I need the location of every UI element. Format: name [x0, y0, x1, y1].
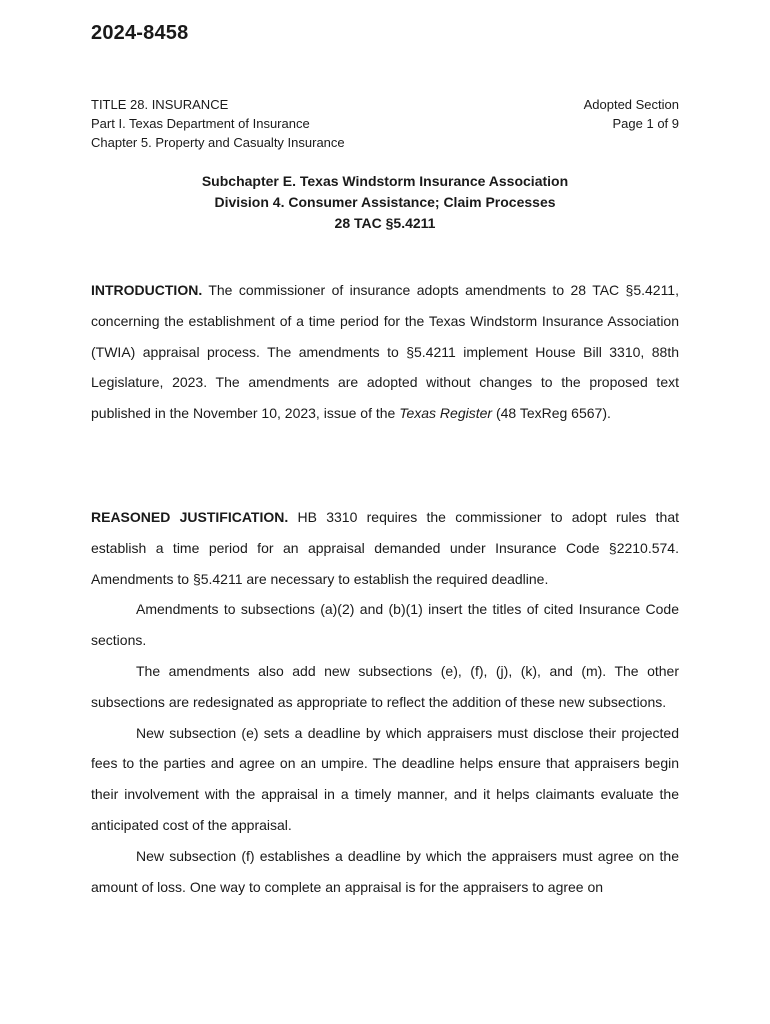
reasoned-justification-heading: REASONED JUSTIFICATION.	[91, 509, 289, 525]
header-page-number: Page 1 of 9	[612, 116, 679, 131]
header-part: Part I. Texas Department of Insurance	[91, 116, 310, 131]
introduction-section	[91, 275, 679, 429]
document-id: 2024-8458	[91, 22, 189, 44]
header-chapter: Chapter 5. Property and Casualty Insurance	[91, 135, 345, 150]
body-paragraph: New subsection (e) sets a deadline by which appraisers must disclose their projected fees to the parties and agree on an umpire. The deadline helps ensure that appraisers begin their involvement with the appraisal in a timely manner, and it helps claimants evaluate the anticipated cost of the appraisal.	[91, 724, 679, 833]
reasoned-justification-paragraph	[91, 502, 679, 594]
header-left	[91, 95, 345, 152]
body-paragraph: The amendments also add new subsections (e), (f), (j), (k), and (m). The other subsections are redesignated as appropriate to reflect the addition of these new subsections.	[91, 662, 679, 710]
introduction-heading: INTRODUCTION.	[91, 282, 203, 298]
header-title: TITLE 28. INSURANCE	[91, 97, 229, 112]
reasoned-justification-section	[91, 502, 679, 902]
introduction-citation: (48 TexReg 6567).	[492, 405, 611, 422]
introduction-text: The commissioner of insurance adopts amendments to 28 TAC §5.4211, concerning the establishment of a time period for the Texas Windstorm Insurance Association (TWIA) appraisal process. The amendments to §5.4211 implement House Bill 3310, 88th Legislature, 2023. The amendments are adopted without changes to the proposed text published in the November 10, 2023, issue of the	[91, 282, 679, 422]
section-titles	[91, 171, 679, 234]
body-paragraph: Amendments to subsections (a)(2) and (b)(1) insert the titles of cited Insurance Code sections.	[91, 601, 679, 649]
header-right	[584, 95, 679, 133]
rule-citation: 28 TAC §5.4211	[334, 215, 436, 231]
subchapter-title: Subchapter E. Texas Windstorm Insurance Association	[201, 173, 569, 189]
header-section-type: Adopted Section	[583, 97, 679, 112]
division-title: Division 4. Consumer Assistance; Claim Processes	[214, 194, 556, 210]
introduction-paragraph	[91, 275, 679, 429]
reasoned-justification-text: HB 3310 requires the commissioner to adopt rules that establish a time period for an appraisal demanded under Insurance Code §2210.574. Amendments to §5.4211 are necessary to establish the required deadline.	[91, 509, 679, 587]
texas-register-title: Texas Register	[399, 405, 493, 422]
body-paragraph: New subsection (f) establishes a deadline by which the appraisers must agree on the amount of loss. One way to complete an appraisal is for the appraisers to agree on	[91, 847, 679, 895]
